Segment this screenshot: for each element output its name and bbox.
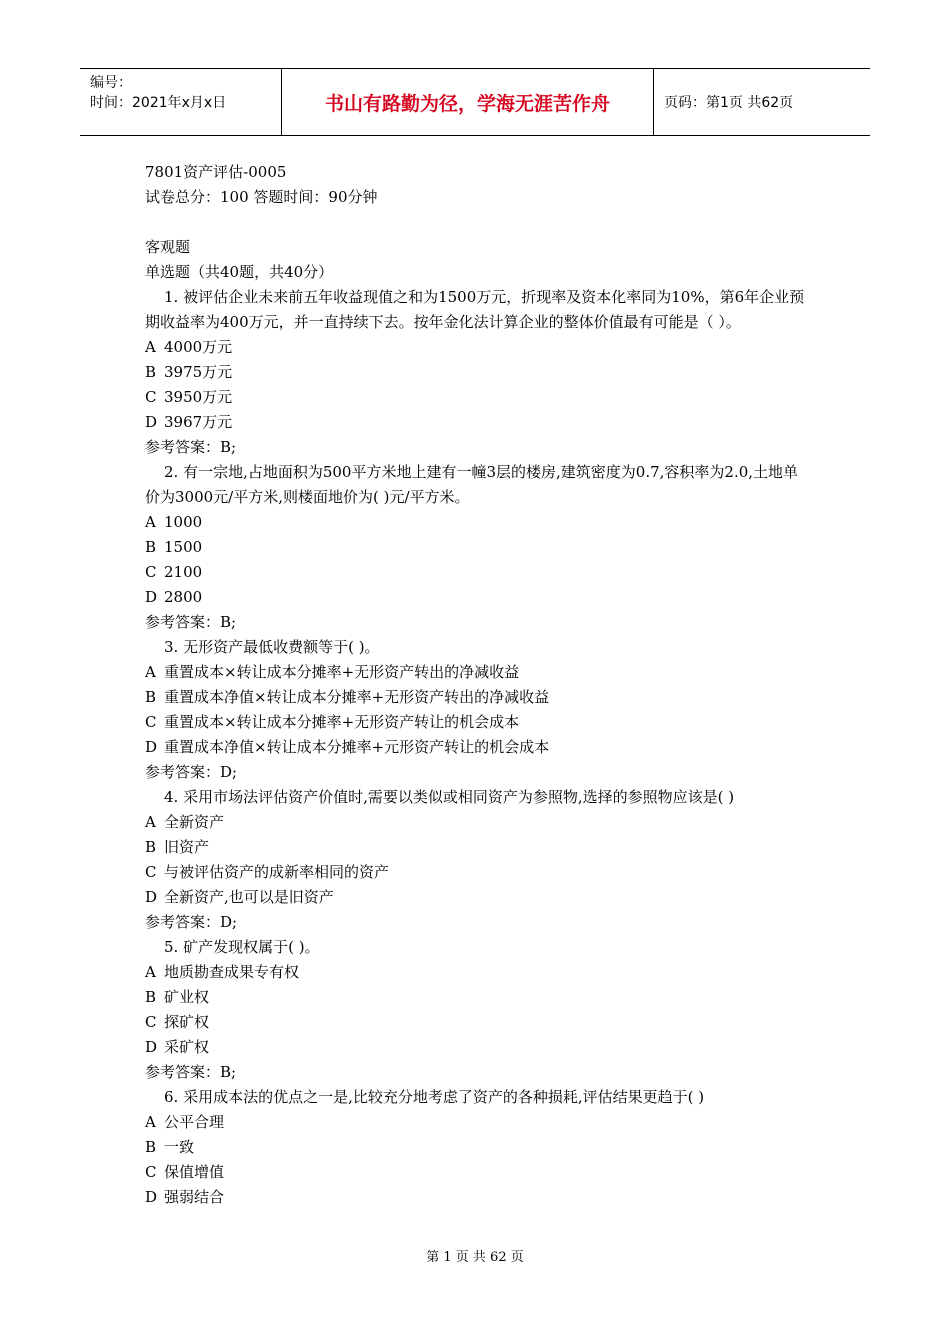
option-text: 重置成本净值×转让成本分摊率+元形资产转让的机会成本 bbox=[164, 738, 550, 756]
reference-answer: 参考答案：B; bbox=[145, 1063, 237, 1081]
option-text: 3967万元 bbox=[164, 413, 233, 431]
question-stem: 5. 矿产发现权属于( )。 bbox=[164, 938, 320, 956]
answer-option bbox=[145, 585, 810, 610]
reference-answer: 参考答案：D; bbox=[145, 913, 238, 931]
reference-answer: 参考答案：B; bbox=[145, 438, 237, 456]
option-text: 2100 bbox=[164, 563, 203, 581]
option-letter: C bbox=[145, 563, 157, 581]
option-letter: D bbox=[145, 738, 158, 756]
option-text: 全新资产 bbox=[164, 813, 225, 831]
page-code: 页码：第1页 共62页 bbox=[664, 95, 794, 111]
option-letter: D bbox=[145, 413, 158, 431]
reference-answer: 参考答案：D; bbox=[145, 763, 238, 781]
option-letter: A bbox=[145, 1113, 156, 1131]
answer-option bbox=[145, 960, 810, 985]
option-letter: D bbox=[145, 888, 158, 906]
answer-option bbox=[145, 885, 810, 910]
question-stem: 1. 被评估企业未来前五年收益现值之和为1500万元，折现率及资本化率同为10%，第6年企业预期收益率为400万元，并一直持续下去。按年金化法计算企业的整体价值最有可能是（ ）。 bbox=[145, 288, 805, 331]
option-text: 3975万元 bbox=[164, 363, 233, 381]
option-text: 公平合理 bbox=[164, 1113, 225, 1131]
section-title: 客观题 bbox=[145, 238, 191, 256]
option-letter: C bbox=[145, 713, 157, 731]
answer-option bbox=[145, 335, 810, 360]
option-text: 全新资产,也可以是旧资产 bbox=[164, 888, 334, 906]
reference-answer: 参考答案：B; bbox=[145, 613, 237, 631]
question-list bbox=[145, 285, 810, 1210]
answer-option bbox=[145, 410, 810, 435]
option-text: 3950万元 bbox=[164, 388, 233, 406]
option-text: 重置成本×转让成本分摊率+无形资产转出的净减收益 bbox=[164, 663, 520, 681]
answer-option bbox=[145, 1010, 810, 1035]
option-text: 4000万元 bbox=[164, 338, 233, 356]
option-text: 1500 bbox=[164, 538, 203, 556]
doc-code: 7801资产评估-0005 bbox=[145, 163, 287, 181]
option-text: 2800 bbox=[164, 588, 203, 606]
option-letter: A bbox=[145, 513, 156, 531]
spacer bbox=[145, 210, 810, 235]
header-left-cell bbox=[80, 69, 282, 135]
answer-option bbox=[145, 985, 810, 1010]
option-letter: B bbox=[145, 838, 157, 856]
answer-option bbox=[145, 535, 810, 560]
document-body bbox=[145, 160, 810, 1210]
question-stem: 2. 有一宗地,占地面积为500平方米地上建有一幢3层的楼房,建筑密度为0.7,容积率为2.0,土地单价为3000元/平方米,则楼面地价为( )元/平方米。 bbox=[145, 463, 799, 506]
answer-option bbox=[145, 510, 810, 535]
answer-option bbox=[145, 1160, 810, 1185]
option-letter: B bbox=[145, 538, 157, 556]
option-text: 重置成本净值×转让成本分摊率+无形资产转出的净减收益 bbox=[164, 688, 550, 706]
motto: 书山有路勤为径，学海无涯苦作舟 bbox=[282, 69, 654, 135]
answer-option bbox=[145, 860, 810, 885]
option-text: 保值增值 bbox=[164, 1163, 225, 1181]
answer-option bbox=[145, 1035, 810, 1060]
option-letter: C bbox=[145, 388, 157, 406]
doc-meta: 试卷总分：100 答题时间：90分钟 bbox=[145, 188, 378, 206]
option-letter: A bbox=[145, 813, 156, 831]
question-stem: 4. 采用市场法评估资产价值时,需要以类似或相同资产为参照物,选择的参照物应该是( ) bbox=[164, 788, 735, 806]
option-text: 探矿权 bbox=[164, 1013, 210, 1031]
answer-option bbox=[145, 1110, 810, 1135]
option-text: 旧资产 bbox=[164, 838, 210, 856]
option-text: 矿业权 bbox=[164, 988, 210, 1006]
option-text: 1000 bbox=[164, 513, 203, 531]
question-stem: 3. 无形资产最低收费额等于( )。 bbox=[164, 638, 380, 656]
answer-option bbox=[145, 560, 810, 585]
option-letter: C bbox=[145, 1163, 157, 1181]
option-text: 采矿权 bbox=[164, 1038, 210, 1056]
answer-option bbox=[145, 360, 810, 385]
answer-option bbox=[145, 1135, 810, 1160]
option-letter: B bbox=[145, 363, 157, 381]
option-letter: A bbox=[145, 663, 156, 681]
option-text: 一致 bbox=[164, 1138, 195, 1156]
option-text: 重置成本×转让成本分摊率+无形资产转让的机会成本 bbox=[164, 713, 520, 731]
answer-option bbox=[145, 710, 810, 735]
option-letter: C bbox=[145, 1013, 157, 1031]
option-letter: A bbox=[145, 338, 156, 356]
number-label: 编号： bbox=[90, 75, 132, 91]
answer-option bbox=[145, 810, 810, 835]
option-letter: D bbox=[145, 1038, 158, 1056]
option-letter: D bbox=[145, 588, 158, 606]
option-letter: D bbox=[145, 1188, 158, 1206]
option-letter: B bbox=[145, 688, 157, 706]
answer-option bbox=[145, 660, 810, 685]
option-letter: B bbox=[145, 1138, 157, 1156]
option-text: 地质勘查成果专有权 bbox=[164, 963, 300, 981]
question-stem: 6. 采用成本法的优点之一是,比较充分地考虑了资产的各种损耗,评估结果更趋于( ) bbox=[164, 1088, 705, 1106]
answer-option bbox=[145, 835, 810, 860]
option-letter: B bbox=[145, 988, 157, 1006]
time-label: 时间：2021年x月x日 bbox=[90, 95, 227, 111]
answer-option bbox=[145, 735, 810, 760]
answer-option bbox=[145, 385, 810, 410]
subsection-title: 单选题（共40题，共40分） bbox=[145, 263, 334, 281]
answer-option bbox=[145, 1185, 810, 1210]
option-text: 与被评估资产的成新率相同的资产 bbox=[164, 863, 390, 881]
option-letter: C bbox=[145, 863, 157, 881]
option-text: 强弱结合 bbox=[164, 1188, 225, 1206]
option-letter: A bbox=[145, 963, 156, 981]
header-table bbox=[80, 68, 870, 136]
page-footer: 第 1 页 共 62 页 bbox=[426, 1250, 524, 1265]
answer-option bbox=[145, 685, 810, 710]
